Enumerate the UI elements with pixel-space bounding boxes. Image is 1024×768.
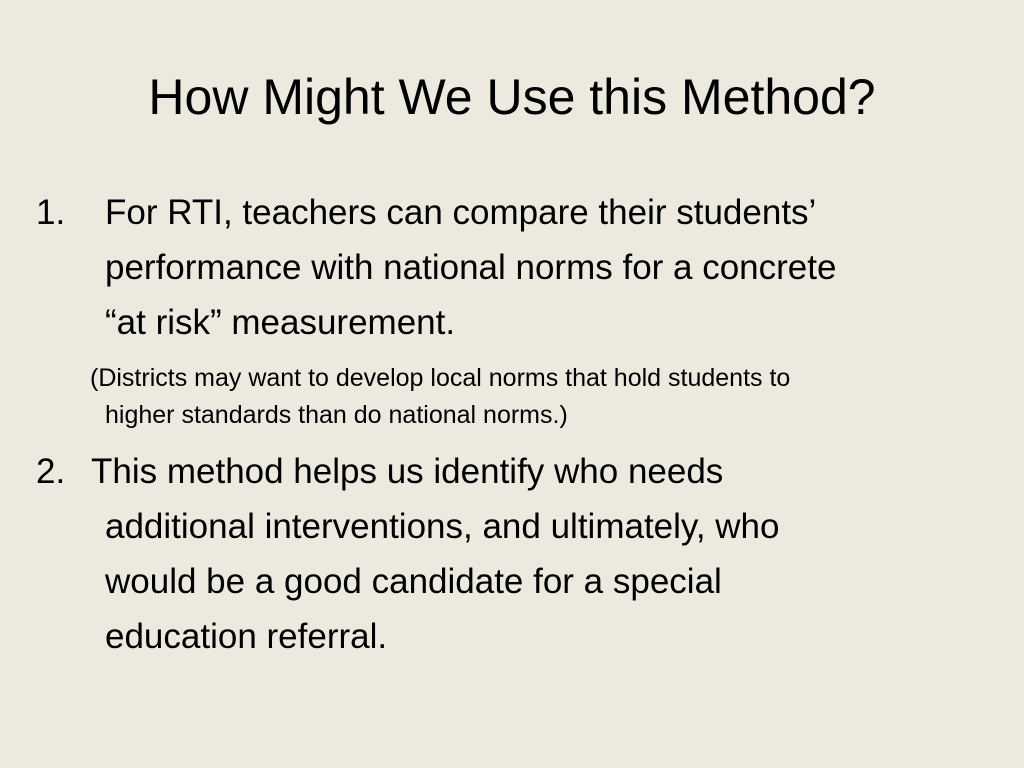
list-item-1-line-1: For RTI, teachers can compare their students’: [105, 193, 817, 232]
list-number-1: 1.: [36, 193, 66, 232]
list-item-2-line-1: This method helps us identify who needs: [91, 452, 724, 491]
sub-note-line-1: (Districts may want to develop local norms that hold students to: [90, 364, 791, 392]
list-item-2-line-2: additional interventions, and ultimately, who: [105, 507, 780, 546]
list-item-1-line-3: “at risk” measurement.: [105, 303, 456, 342]
list-item-2-line-4: education referral.: [105, 617, 388, 656]
list-item-2: [36, 444, 1006, 664]
list-item-1: [36, 185, 1006, 350]
list-number-2: 2.: [36, 452, 66, 491]
list-item-2-line-3: would be a good candidate for a special: [105, 562, 722, 601]
list-item-2-text: [36, 499, 1006, 664]
slide-body: [36, 185, 1006, 664]
sub-note: [36, 360, 1006, 434]
sub-note-line-2: higher standards than do national norms.): [105, 401, 568, 429]
slide-title: How Might We Use this Method?: [148, 69, 876, 125]
list-item-1-text: [36, 185, 1006, 350]
list-item-1-line-2: performance with national norms for a concrete: [105, 248, 837, 287]
